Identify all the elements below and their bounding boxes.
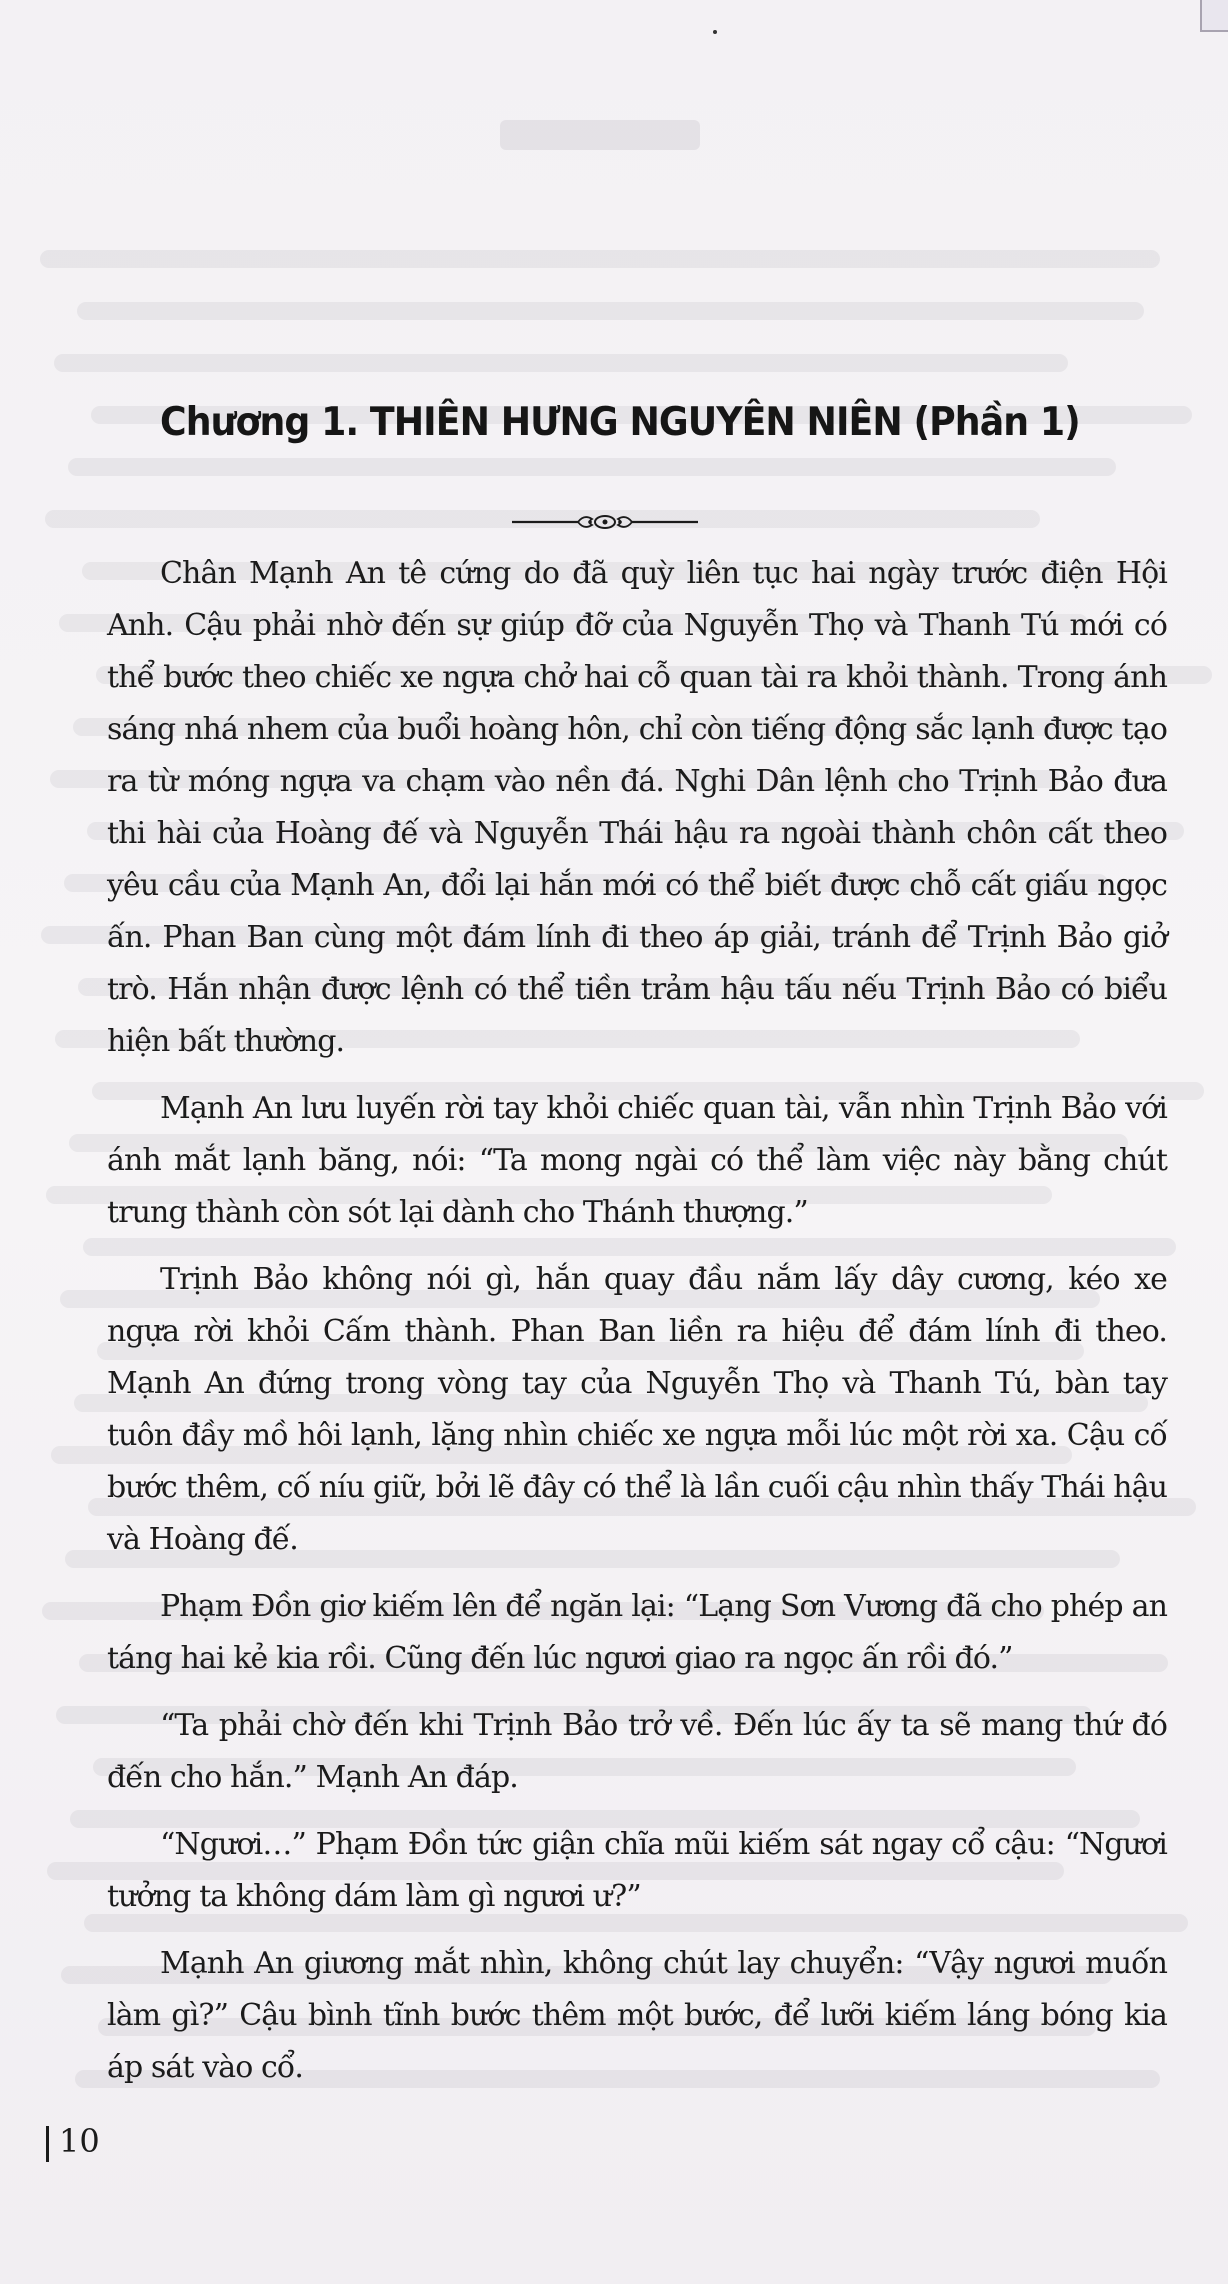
chapter-title: Chương 1. THIÊN HƯNG NGUYÊN NIÊN (Phần 1) [160,400,1080,445]
paragraph-4: Phạm Đồn giơ kiếm lên để ngăn lại: “Lạng Sơn Vương đã cho phép an táng hai kẻ kia rồi. Cũng đến lúc ngươi giao ra ngọc ấn rồi đó.” [107,1589,1167,1676]
ghost-line [68,458,1116,476]
page-number: 10 [59,2122,100,2160]
footer-bar [46,2126,49,2162]
body-text [107,548,1167,2109]
paragraph-3: Trịnh Bảo không nói gì, hắn quay đầu nắm lấy dây cương, kéo xe ngựa rời khỏi Cấm thành. Phan Ban liền ra hiệu để đám lính đi theo. Mạnh An đứng trong vòng tay của Nguyễn Thọ và Thanh Tú, bàn tay tuôn đầy mồ hôi lạnh, lặng nhìn chiếc xe ngựa mỗi lúc một rời xa. Cậu cố bước thêm, cố níu giữ, bởi lẽ đây có thể là lần cuối cậu nhìn thấy Thái hậu và Hoàng đế. [107,1262,1167,1557]
paragraph-1: Chân Mạnh An tê cứng do đã quỳ liên tục hai ngày trước điện Hội Anh. Cậu phải nhờ đến sự giúp đỡ của Nguyễn Thọ và Thanh Tú mới có thể bước theo chiếc xe ngựa chở hai cỗ quan tài ra khỏi thành. Trong ánh sáng nhá nhem của buổi hoàng hôn, chỉ còn tiếng động sắc lạnh được tạo ra từ móng ngựa va chạm vào nền đá. Nghi Dân lệnh cho Trịnh Bảo đưa thi hài của Hoàng đế và Nguyễn Thái hậu ra ngoài thành chôn cất theo yêu cầu của Mạnh An, đổi lại hắn mới có thể biết được chỗ cất giấu ngọc ấn. Phan Ban cùng một đám lính đi theo áp giải, tránh để Trịnh Bảo giở trò. Hắn nhận được lệnh có thể tiền trảm hậu tấu nếu Trịnh Bảo có biểu hiện bất thường. [107,556,1167,1059]
paragraph-6: “Ngươi…” Phạm Đồn tức giận chĩa mũi kiếm sát ngay cổ cậu: “Ngươi tưởng ta không dám làm gì ngươi ư?” [107,1827,1167,1914]
ghost-line [40,250,1160,268]
page-corner-mark [1200,0,1228,32]
page-footer [46,2122,100,2162]
paragraph-7: Mạnh An giương mắt nhìn, không chút lay chuyển: “Vậy ngươi muốn làm gì?” Cậu bình tĩnh bước thêm một bước, để lưỡi kiếm láng bóng kia áp sát vào cổ. [107,1946,1167,2085]
speck [713,30,717,34]
paragraph-2: Mạnh An lưu luyến rời tay khỏi chiếc quan tài, vẫn nhìn Trịnh Bảo với ánh mắt lạnh băng, nói: “Ta mong ngài có thể làm việc này bằng chút trung thành còn sót lại dành cho Thánh thượng.” [107,1091,1167,1230]
ornament-divider-icon [510,509,700,535]
ghost-line [54,354,1068,372]
ghost-running-head [500,120,700,150]
paragraph-5: “Ta phải chờ đến khi Trịnh Bảo trở về. Đến lúc ấy ta sẽ mang thứ đó đến cho hắn.” Mạnh An đáp. [107,1708,1167,1795]
ghost-line [77,302,1144,320]
